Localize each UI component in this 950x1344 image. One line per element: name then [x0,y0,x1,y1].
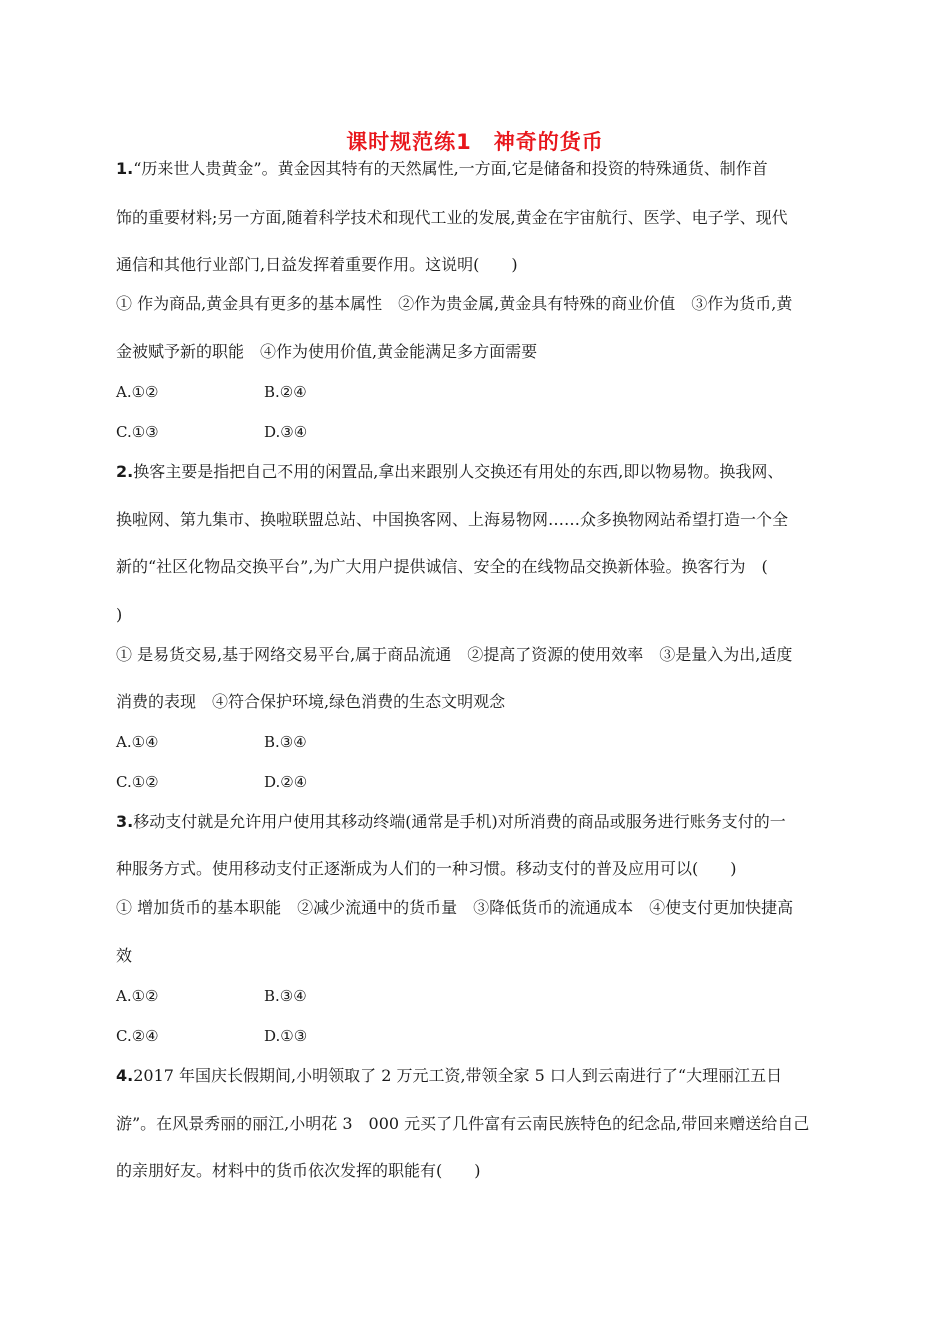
question-3-stem-line-1: 3.移动支付就是允许用户使用其移动终端(通常是手机)对所消费的商品或服务进行账务支付的一 [116,812,786,831]
question-2-option-a: A.①④ [116,733,159,751]
question-2-stem-line-4: ) [116,605,123,624]
question-1-number: 1. [116,159,134,178]
question-4-stem-line-1: 4.2017 年国庆长假期间,小明领取了 2 万元工资,带领全家 5 口人到云南进行了“大理丽江五日 [116,1066,783,1085]
question-3-option-c: C.②④ [116,1027,159,1045]
question-2-stem-line-1: 2.换客主要是指把自己不用的闲置品,拿出来跟别人交换还有用处的东西,即以物易物。换我网、 [116,462,784,481]
page-title: 课时规范练1 神奇的货币 [346,130,604,154]
question-1-stem-line-2: 饰的重要材料;另一方面,随着科学技术和现代工业的发展,黄金在宇宙航行、医学、电子学、现代 [116,208,788,227]
question-2-option-c: C.①② [116,773,159,791]
question-1-stem-line-1: 1.“历来世人贵黄金”。黄金因其特有的天然属性,一方面,它是储备和投资的特殊通货、制作首 [116,159,768,178]
question-2-option-d: D.②④ [264,773,308,791]
question-2-number: 2. [116,462,134,481]
question-4-stem-line-3: 的亲朋好友。材料中的货币依次发挥的职能有( ) [116,1161,481,1180]
question-4-stem-line-2: 游”。在风景秀丽的丽江,小明花 3 000 元买了几件富有云南民族特色的纪念品,带回来赠送给自己 [116,1114,810,1133]
question-2-statement-line-1: ① 是易货交易,基于网络交易平台,属于商品流通 ②提高了资源的使用效率 ③是量入为出,适度 [116,645,793,664]
question-2-option-b: B.③④ [264,733,307,751]
question-1-option-d: D.③④ [264,423,308,441]
question-3-statement-line-2: 效 [116,946,133,965]
question-2-stem-line-2: 换啦网、第九集市、换啦联盟总站、中国换客网、上海易物网……众多换物网站希望打造一个全 [116,510,789,529]
question-1-statement-line-1: ① 作为商品,黄金具有更多的基本属性 ②作为贵金属,黄金具有特殊的商业价值 ③作为货币,黄 [116,294,793,313]
question-1-stem-line-3: 通信和其他行业部门,日益发挥着重要作用。这说明( ) [116,255,518,274]
question-3-option-a: A.①② [116,987,159,1005]
question-1-option-a: A.①② [116,383,159,401]
question-3-stem-line-2: 种服务方式。使用移动支付正逐渐成为人们的一种习惯。移动支付的普及应用可以( ) [116,859,737,878]
question-4-number: 4. [116,1066,134,1085]
question-1-option-b: B.②④ [264,383,307,401]
question-3-option-d: D.①③ [264,1027,308,1045]
question-1-statement-line-2: 金被赋予新的职能 ④作为使用价值,黄金能满足多方面需要 [116,342,538,361]
question-2-stem-line-3: 新的“社区化物品交换平台”,为广大用户提供诚信、安全的在线物品交换新体验。换客行为 ( [116,557,768,576]
question-3-number: 3. [116,812,134,831]
question-1-option-c: C.①③ [116,423,159,441]
question-2-statement-line-2: 消费的表现 ④符合保护环境,绿色消费的生态文明观念 [116,692,506,711]
question-3-option-b: B.③④ [264,987,307,1005]
question-3-statement-line-1: ① 增加货币的基本职能 ②减少流通中的货币量 ③降低货币的流通成本 ④使支付更加快捷高 [116,898,794,917]
